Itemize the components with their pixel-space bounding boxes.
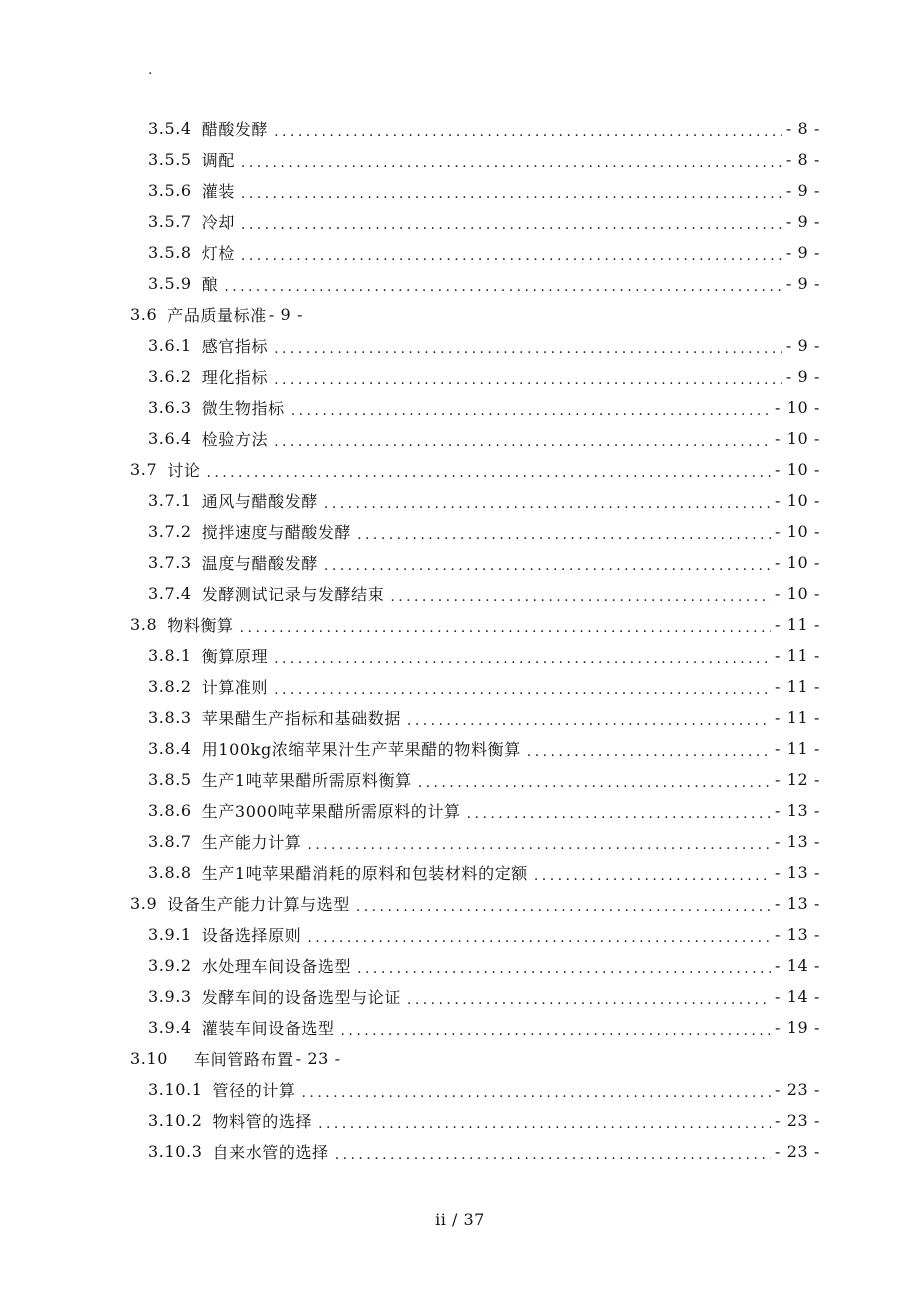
toc-entry-number: 3.9.3 [148,987,192,1006]
toc-entry-page: - 23 - [775,1142,820,1161]
toc-entry[interactable] [0,640,920,671]
toc-entry-title: 管径的计算 [212,1081,296,1100]
toc-entry-number: 3.8.3 [148,708,192,727]
table-of-contents [0,113,920,1167]
toc-leader-dots [274,373,782,387]
toc-leader-dots [241,156,782,170]
toc-leader-dots [274,342,782,356]
toc-entry-page: - 9 - [268,305,304,324]
toc-leader-dots [274,435,771,449]
toc-entry[interactable] [0,578,920,609]
toc-entry-title: 自来水管的选择 [212,1143,329,1162]
toc-entry-number: 3.8.7 [148,832,192,851]
toc-entry-page: - 10 - [775,429,820,448]
toc-entry-title: 生产3000吨苹果醋所需原料的计算 [201,802,461,821]
toc-entry-title: 灯检 [201,244,235,263]
toc-leader-dots [357,962,771,976]
toc-entry[interactable] [0,764,920,795]
toc-entry-title: 设备生产能力计算与选型 [167,895,350,914]
toc-leader-dots [390,590,771,604]
toc-entry[interactable] [0,671,920,702]
toc-entry-page: - 11 - [775,708,820,727]
toc-entry-title: 讨论 [167,461,201,480]
toc-entry[interactable] [0,361,920,392]
toc-entry-title: 冷却 [201,213,235,232]
toc-entry-number: 3.6.1 [148,336,192,355]
toc-leader-dots [307,931,771,945]
toc-entry[interactable] [0,1043,920,1074]
toc-leader-dots [241,187,782,201]
toc-entry-title: 调配 [201,151,235,170]
toc-entry-number: 3.5.8 [148,243,192,262]
toc-leader-dots [274,125,782,139]
toc-entry[interactable] [0,1012,920,1043]
toc-entry[interactable] [0,950,920,981]
toc-entry-number: 3.7.1 [148,491,192,510]
toc-entry-title: 检验方法 [201,430,269,449]
toc-leader-dots [527,745,771,759]
toc-entry[interactable] [0,609,920,640]
toc-entry-page: - 13 - [775,925,820,944]
toc-entry[interactable] [0,981,920,1012]
toc-entry[interactable] [0,454,920,485]
toc-entry-number: 3.10.2 [148,1111,203,1130]
toc-entry-page: - 23 - [295,1049,341,1068]
toc-entry-page: - 10 - [775,460,820,479]
toc-entry[interactable] [0,857,920,888]
toc-entry-page: - 13 - [775,832,820,851]
toc-entry-title: 微生物指标 [201,399,285,418]
toc-entry-page: - 8 - [785,150,820,169]
toc-leader-dots [407,714,771,728]
toc-entry-number: 3.10 [130,1049,169,1068]
toc-entry-number: 3.6.3 [148,398,192,417]
toc-entry[interactable] [0,1136,920,1167]
toc-entry-title: 理化指标 [201,368,269,387]
toc-entry[interactable] [0,919,920,950]
toc-entry[interactable] [0,113,920,144]
toc-leader-dots [324,559,771,573]
toc-leader-dots [291,404,771,418]
toc-leader-dots [318,1117,771,1131]
toc-entry-page: - 13 - [775,801,820,820]
toc-entry-title: 物料衡算 [167,616,234,635]
toc-entry[interactable] [0,547,920,578]
toc-entry-title: 车间管路布置 [194,1050,294,1069]
toc-entry-number: 3.7.3 [148,553,192,572]
toc-entry-number: 3.5.4 [148,119,192,138]
toc-entry[interactable] [0,392,920,423]
toc-entry-title: 通风与醋酸发酵 [201,492,318,511]
toc-entry-number: 3.5.5 [148,150,192,169]
toc-entry[interactable] [0,423,920,454]
toc-entry[interactable] [0,826,920,857]
toc-entry-title: 物料管的选择 [212,1112,313,1131]
toc-entry-page: - 10 - [775,553,820,572]
toc-entry-page: - 11 - [775,739,820,758]
toc-leader-dots [274,652,771,666]
toc-entry[interactable] [0,299,920,330]
toc-entry-number: 3.5.7 [148,212,192,231]
toc-entry-number: 3.8.5 [148,770,192,789]
toc-entry-title: 生产1吨苹果醋所需原料衡算 [201,771,412,790]
toc-entry-title: 生产能力计算 [201,833,302,852]
toc-entry[interactable] [0,237,920,268]
toc-entry-page: - 14 - [775,956,820,975]
toc-entry-page: - 19 - [775,1018,820,1037]
toc-leader-dots [356,900,771,914]
toc-entry-title: 发酵测试记录与发酵结束 [201,585,385,604]
toc-entry-page: - 23 - [775,1080,820,1099]
page-footer: ii / 37 [435,1210,485,1229]
toc-entry-number: 3.8 [130,615,158,634]
toc-entry-title: 温度与醋酸发酵 [201,554,318,573]
toc-entry-page: - 9 - [785,181,820,200]
toc-entry-page: - 13 - [775,894,820,913]
toc-entry-title: 醋酸发酵 [201,120,269,139]
toc-leader-dots [534,869,771,883]
toc-entry-page: - 9 - [785,274,820,293]
toc-entry-page: - 14 - [775,987,820,1006]
toc-entry[interactable] [0,206,920,237]
toc-entry-number: 3.5.9 [148,274,192,293]
toc-entry-page: - 11 - [775,615,820,634]
toc-entry-title: 灌装 [201,182,235,201]
toc-entry-title: 搅拌速度与醋酸发酵 [201,523,352,542]
toc-leader-dots [407,993,771,1007]
toc-entry-page: - 11 - [775,677,820,696]
toc-entry-page: - 13 - [775,863,820,882]
toc-entry[interactable] [0,733,920,764]
toc-entry-number: 3.8.1 [148,646,192,665]
toc-leader-dots [241,249,782,263]
toc-entry-page: - 10 - [775,398,820,417]
toc-entry-number: 3.8.2 [148,677,192,696]
toc-entry-page: - 10 - [775,522,820,541]
toc-entry-number: 3.9.1 [148,925,192,944]
toc-entry-page: - 9 - [785,212,820,231]
toc-entry-number: 3.9.4 [148,1018,192,1037]
toc-leader-dots [302,1086,772,1100]
toc-entry-title: 酿 [201,275,219,294]
header-mark: . [148,62,153,78]
toc-entry-page: - 23 - [775,1111,820,1130]
toc-entry-page: - 12 - [775,770,820,789]
toc-entry[interactable] [0,888,920,919]
toc-entry-number: 3.6.4 [148,429,192,448]
toc-entry[interactable] [0,1105,920,1136]
toc-leader-dots [467,807,771,821]
toc-entry-title: 感官指标 [201,337,269,356]
toc-entry-number: 3.7 [130,460,158,479]
toc-entry-page: - 9 - [785,336,820,355]
toc-entry[interactable] [0,485,920,516]
toc-leader-dots [274,683,771,697]
toc-entry-number: 3.6 [130,305,158,324]
toc-entry-page: - 9 - [785,367,820,386]
toc-entry-title: 水处理车间设备选型 [201,957,352,976]
toc-leader-dots [307,838,771,852]
toc-entry[interactable] [0,702,920,733]
toc-leader-dots [357,528,771,542]
toc-entry-title: 灌装车间设备选型 [201,1019,335,1038]
toc-entry-page: - 11 - [775,646,820,665]
toc-entry[interactable] [0,516,920,547]
toc-entry[interactable] [0,330,920,361]
toc-entry-number: 3.6.2 [148,367,192,386]
toc-entry-title: 产品质量标准 [167,306,267,325]
toc-entry-title: 计算准则 [201,678,269,697]
toc-leader-dots [418,776,771,790]
toc-entry-number: 3.7.4 [148,584,192,603]
toc-entry-page: - 10 - [775,584,820,603]
toc-entry-number: 3.8.6 [148,801,192,820]
toc-entry[interactable] [0,795,920,826]
toc-entry-page: - 8 - [785,119,820,138]
toc-leader-dots [206,466,771,480]
toc-leader-dots [240,621,771,635]
toc-leader-dots [335,1148,771,1162]
toc-leader-dots [324,497,771,511]
toc-entry-title: 用100kg浓缩苹果汁生产苹果醋的物料衡算 [201,740,521,759]
toc-entry-number: 3.10.3 [148,1142,203,1161]
toc-entry-title: 生产1吨苹果醋消耗的原料和包装材料的定额 [201,864,528,883]
toc-entry[interactable] [0,175,920,206]
toc-entry-title: 苹果醋生产指标和基础数据 [201,709,401,728]
toc-leader-dots [224,280,782,294]
toc-entry[interactable] [0,1074,920,1105]
toc-entry-number: 3.9 [130,894,158,913]
toc-entry-title: 衡算原理 [201,647,269,666]
toc-entry-page: - 9 - [785,243,820,262]
toc-leader-dots [241,218,782,232]
toc-entry-title: 发酵车间的设备选型与论证 [201,988,401,1007]
toc-leader-dots [341,1024,772,1038]
toc-entry-number: 3.8.8 [148,863,192,882]
toc-entry-title: 设备选择原则 [201,926,302,945]
toc-entry-number: 3.5.6 [148,181,192,200]
toc-entry-number: 3.9.2 [148,956,192,975]
toc-entry-page: - 10 - [775,491,820,510]
toc-entry-number: 3.10.1 [148,1080,203,1099]
toc-entry[interactable] [0,144,920,175]
toc-entry[interactable] [0,268,920,299]
toc-entry-number: 3.7.2 [148,522,192,541]
toc-entry-number: 3.8.4 [148,739,192,758]
